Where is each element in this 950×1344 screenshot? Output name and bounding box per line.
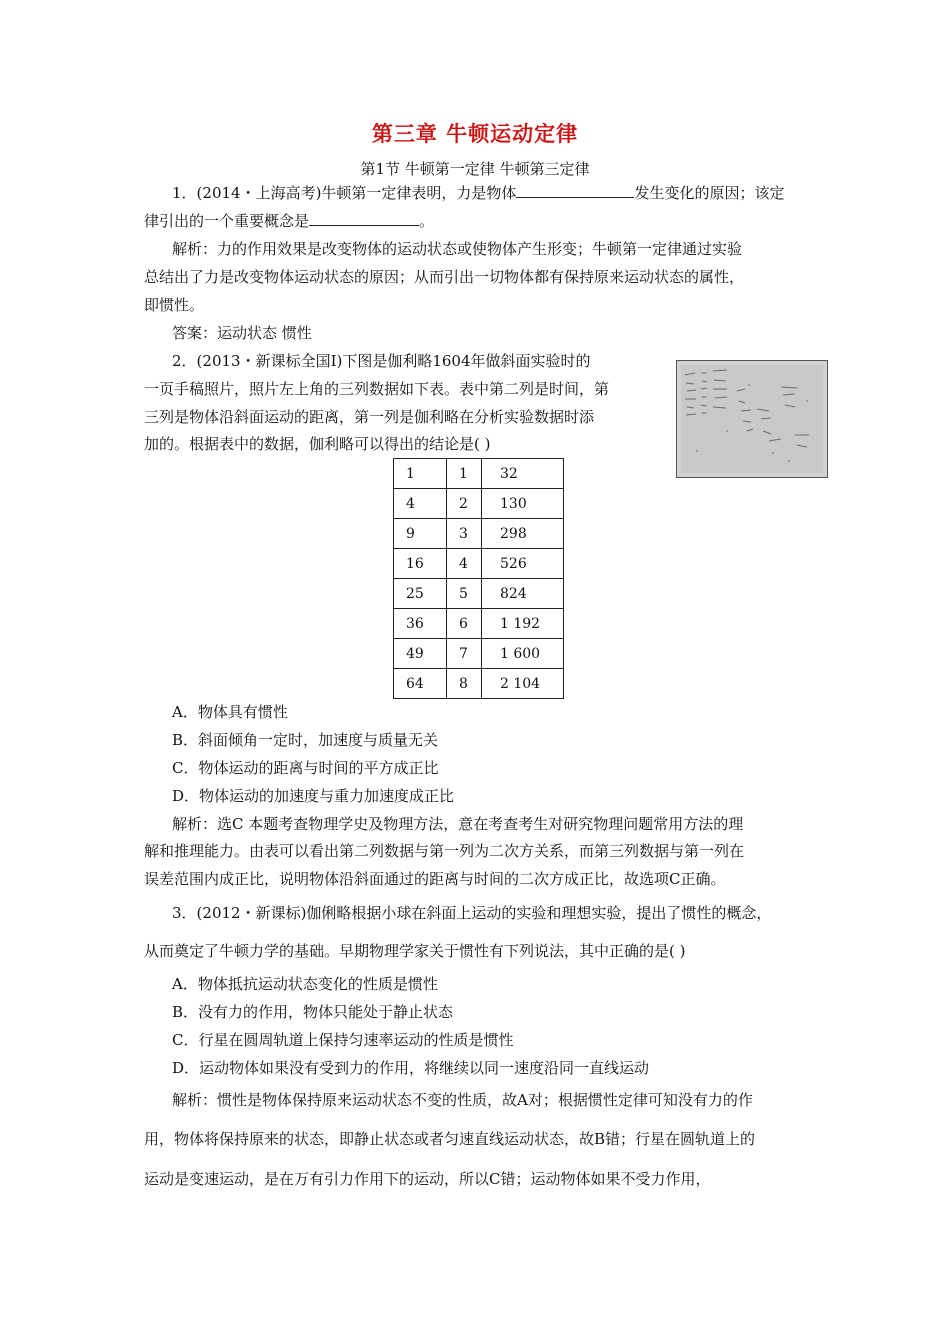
table-cell: 526 [482, 549, 564, 579]
table-cell: 298 [482, 519, 564, 549]
manuscript-photo [676, 360, 828, 478]
q3-option-a: A．物体抵抗运动状态变化的性质是惯性 [172, 975, 438, 993]
chapter-title: 第三章 牛顿运动定律 [371, 121, 579, 146]
table-cell: 2 104 [482, 669, 564, 699]
q3-stem-line: 3．(2012・新课标)伽俐略根据小球在斜面上运动的实验和理想实验，提出了惯性的概念， [172, 904, 772, 922]
q2-stem-line: 加的。根据表中的数据，伽利略可以得出的结论是( ) [144, 435, 491, 453]
q2-analysis-line: 误差范围内成正比，说明物体沿斜面通过的距离与时间的二次方成正比，故选项C正确。 [144, 870, 726, 888]
q2-option-a: A．物体具有惯性 [172, 703, 288, 721]
table-row [394, 549, 564, 579]
q3-stem-line: 从而奠定了牛顿力学的基础。早期物理学家关于惯性有下列说法，其中正确的是( ) [144, 942, 686, 960]
q1-analysis-line: 总结出了力是改变物体运动状态的原因；从而引出一切物体都有保持原来运动状态的属性， [144, 268, 745, 286]
q1-analysis-line: 即惯性。 [144, 296, 205, 314]
table-row [394, 459, 564, 489]
galileo-data-table [393, 458, 564, 699]
manuscript-photo-image [677, 361, 827, 477]
table-cell: 7 [447, 639, 482, 669]
table-row [394, 639, 564, 669]
table-cell: 8 [447, 669, 482, 699]
q2-stem-line: 2．(2013・新课标全国Ⅰ)下图是伽利略1604年做斜面实验时的 [172, 352, 591, 370]
table-row [394, 609, 564, 639]
q2-option-d: D．物体运动的加速度与重力加速度成正比 [172, 787, 455, 805]
table-row [394, 519, 564, 549]
q2-stem-line: 一页手稿照片，照片左上角的三列数据如下表。表中第二列是时间，第 [144, 380, 610, 398]
answer-blank [516, 182, 634, 198]
q1-answer: 答案：运动状态 惯性 [172, 324, 312, 342]
table-cell: 9 [394, 519, 447, 549]
q2-stem-line: 三列是物体沿斜面运动的距离，第一列是伽利略在分析实验数据时添 [144, 408, 595, 426]
q1-stem-line: 1．(2014・上海高考)牛顿第一定律表明，力是物体 发生变化的原因；该定 [172, 184, 785, 202]
table-cell: 1 600 [482, 639, 564, 669]
table-row [394, 579, 564, 609]
q3-analysis-line: 用，物体将保持原来的状态，即静止状态或者匀速直线运动状态，故B错；行星在圆轨道上的 [144, 1130, 756, 1148]
q3-analysis-line: 解析：惯性是物体保持原来运动状态不变的性质，故A对；根据惯性定律可知没有力的作 [172, 1091, 753, 1109]
table-cell: 3 [447, 519, 482, 549]
q3-option-c: C．行星在圆周轨道上保持匀速率运动的性质是惯性 [172, 1031, 514, 1049]
table-cell: 4 [447, 549, 482, 579]
q3-option-d: D．运动物体如果没有受到力的作用，将继续以同一速度沿同一直线运动 [172, 1059, 650, 1077]
table-cell: 824 [482, 579, 564, 609]
q2-analysis-line: 解和推理能力。由表可以看出第二列数据与第一列为二次方关系，而第三列数据与第一列在 [144, 842, 745, 860]
q3-option-b: B．没有力的作用，物体只能处于静止状态 [172, 1003, 454, 1021]
table-cell: 130 [482, 489, 564, 519]
table-cell: 6 [447, 609, 482, 639]
q3-analysis-line: 运动是变速运动，是在万有引力作用下的运动，所以C错；运动物体如果不受力作用， [144, 1170, 711, 1188]
table-cell: 36 [394, 609, 447, 639]
table-cell: 16 [394, 549, 447, 579]
table-cell: 25 [394, 579, 447, 609]
section-subtitle: 第1节 牛顿第一定律 牛顿第三定律 [360, 160, 590, 178]
table-cell: 5 [447, 579, 482, 609]
table-cell: 1 [447, 459, 482, 489]
table-row [394, 669, 564, 699]
table-cell: 1 192 [482, 609, 564, 639]
table-cell: 64 [394, 669, 447, 699]
table-cell: 2 [447, 489, 482, 519]
table-cell: 32 [482, 459, 564, 489]
table-row [394, 489, 564, 519]
table-cell: 1 [394, 459, 447, 489]
q2-option-b: B．斜面倾角一定时，加速度与质量无关 [172, 731, 439, 749]
q1-analysis-line: 解析：力的作用效果是改变物体的运动状态或使物体产生形变；牛顿第一定律通过实验 [172, 240, 743, 258]
table-cell: 4 [394, 489, 447, 519]
q1-stem-line: 律引出的一个重要概念是 。 [144, 212, 435, 230]
answer-blank [309, 210, 419, 226]
table-cell: 49 [394, 639, 447, 669]
q2-option-c: C．物体运动的距离与时间的平方成正比 [172, 759, 439, 777]
q2-analysis-line: 解析：选C 本题考查物理学史及物理方法，意在考查考生对研究物理问题常用方法的理 [172, 815, 744, 833]
